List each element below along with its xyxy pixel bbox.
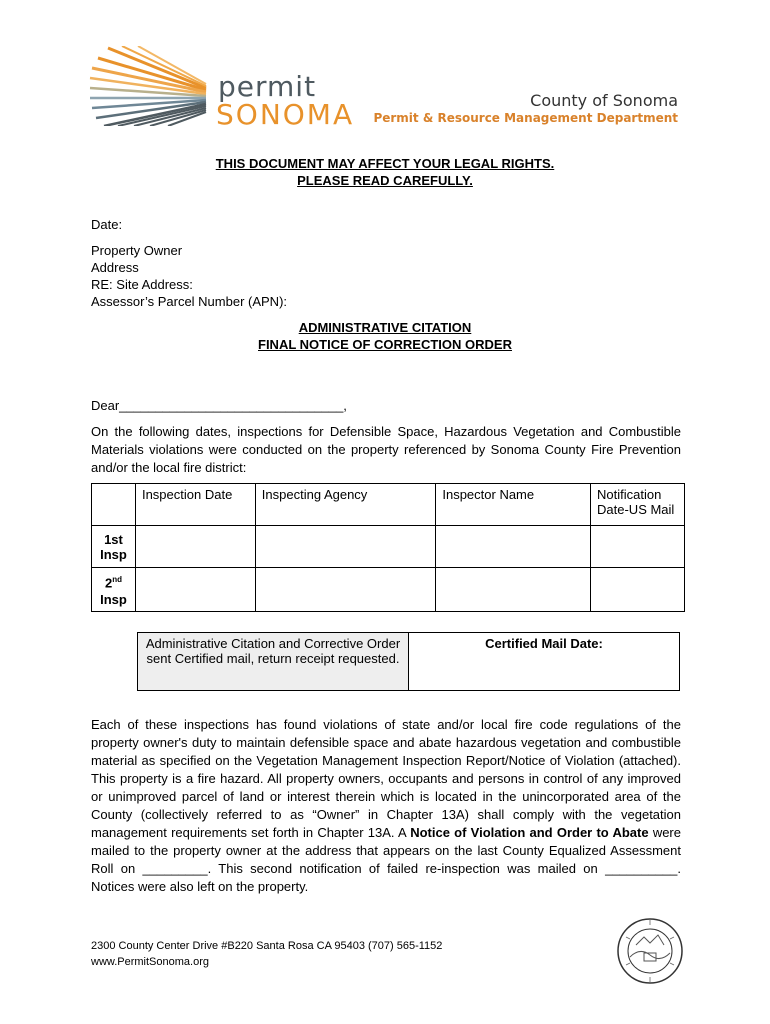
table-row	[92, 526, 685, 568]
body-paragraph	[91, 716, 681, 896]
permit-sonoma-logo-icon	[88, 46, 208, 126]
property-owner-label: Property Owner	[91, 243, 183, 258]
table-header-row	[92, 484, 685, 526]
row2-insp: Insp	[100, 592, 127, 608]
table-header-cell: Notification Date-US Mail	[591, 484, 685, 526]
inspection-table	[91, 483, 685, 612]
footer-address	[91, 938, 442, 970]
salutation: Dear_______________________________,	[91, 398, 347, 413]
footer-address-line: 2300 County Center Drive #B220 Santa Rosa CA 95403 (707) 565-1152	[91, 940, 443, 952]
inspecting-agency-cell[interactable]	[255, 526, 436, 568]
table-header-cell: Inspection Date	[135, 484, 255, 526]
footer-website: www.PermitSonoma.org	[91, 956, 209, 968]
site-address-label: RE: Site Address:	[91, 277, 193, 292]
table-header-cell: Inspecting Agency	[255, 484, 436, 526]
legal-warning-line1: THIS DOCUMENT MAY AFFECT YOUR LEGAL RIGHTS.	[215, 156, 555, 171]
row2-superscript: nd	[112, 575, 122, 584]
body-text-bold: Notice of Violation and Order to Abate	[410, 825, 649, 840]
inspector-name-cell[interactable]	[436, 568, 591, 612]
date-label: Date:	[91, 217, 123, 232]
table-header-cell: Inspector Name	[436, 484, 591, 526]
row2-number: 2	[104, 575, 113, 591]
department-name: Permit & Resource Management Department	[373, 111, 678, 125]
row-label-1st: 1st Insp	[92, 526, 136, 568]
certified-mail-description: Administrative Citation and Corrective Order sent Certified mail, return receipt requested.	[138, 633, 409, 691]
logo-permit-text: permit	[218, 70, 317, 103]
certified-mail-table	[137, 632, 680, 691]
notification-date-cell[interactable]	[591, 526, 685, 568]
citation-subtitle: FINAL NOTICE OF CORRECTION ORDER	[258, 337, 512, 352]
inspector-name-cell[interactable]	[436, 526, 591, 568]
citation-title: ADMINISTRATIVE CITATION	[298, 320, 472, 335]
legal-warning-line2: PLEASE READ CAREFULLY.	[297, 173, 473, 188]
inspection-date-cell[interactable]	[135, 526, 255, 568]
intro-paragraph: On the following dates, inspections for Defensible Space, Hazardous Vegetation and Combustible Materials violations were conducted on the property referenced by Sonoma County Fire Prevention and/or the local fire district:	[91, 424, 681, 475]
inspecting-agency-cell[interactable]	[255, 568, 436, 612]
county-name: County of Sonoma	[530, 91, 678, 110]
logo-sonoma-text: SONOMA	[216, 98, 355, 131]
body-text-part2: were mailed to the property owner at the address that appears on the last County Equalized Assessment Roll on _________. This second notification of failed re-inspection was mailed on __________. Notices were also left on the property.	[91, 825, 681, 894]
notification-date-cell[interactable]	[591, 568, 685, 612]
county-seal-icon	[616, 917, 684, 985]
table-row	[92, 568, 685, 612]
address-label: Address	[91, 260, 139, 275]
body-text-part1: Each of these inspections has found violations of state and/or local fire code regulations of the property owner's duty to maintain defensible space and abate hazardous vegetation and combustible material as specified on the Vegetation Management Inspection Report/Notice of Violation (attached). This property is a fire hazard. All property owners, occupants and persons in control of any improved or unimproved parcel of land or interest therein which is located in the unincorporated area of the County (collectively referred to as “Owner” in Chapter 13A) shall comply with the vegetation management requirements set forth in Chapter 13A. A	[91, 717, 681, 840]
inspection-date-cell[interactable]	[135, 568, 255, 612]
table-header-cell	[92, 484, 136, 526]
certified-mail-date-label: Certified Mail Date:	[409, 633, 680, 691]
apn-label: Assessor’s Parcel Number (APN):	[91, 294, 288, 309]
row-label-2nd	[92, 568, 136, 612]
